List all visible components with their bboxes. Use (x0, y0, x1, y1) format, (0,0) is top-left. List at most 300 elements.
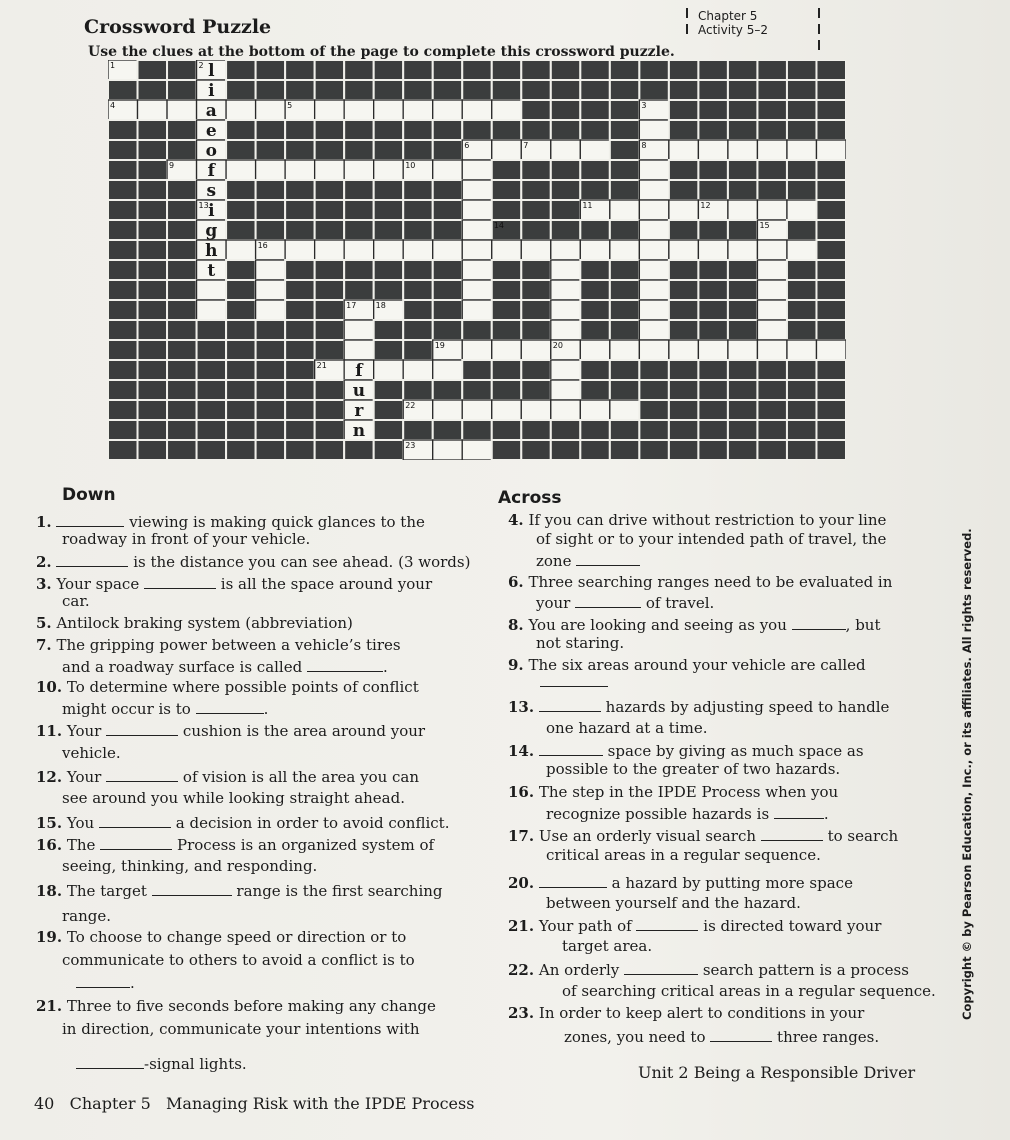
answer-cell[interactable] (757, 280, 787, 300)
answer-blank[interactable] (99, 812, 171, 828)
answer-blank[interactable] (575, 592, 641, 608)
blocked-cell (315, 440, 345, 460)
blocked-cell (757, 400, 787, 420)
answer-blank[interactable] (56, 551, 128, 567)
clue-number: 21 (316, 361, 327, 370)
blocked-cell (521, 300, 551, 320)
blocked-cell (639, 80, 669, 100)
answer-blank[interactable] (106, 766, 178, 782)
divider-mark (686, 24, 688, 34)
answer-cell[interactable] (226, 160, 256, 180)
answer-cell[interactable] (551, 400, 581, 420)
blocked-cell (344, 260, 374, 280)
blocked-cell (167, 380, 197, 400)
blocked-cell (167, 80, 197, 100)
answer-cell[interactable] (344, 100, 374, 120)
blocked-cell (226, 120, 256, 140)
answer-cell[interactable] (757, 200, 787, 220)
answer-cell[interactable] (521, 400, 551, 420)
answer-cell[interactable] (639, 340, 669, 360)
blocked-cell (433, 60, 463, 80)
blocked-cell (816, 420, 846, 440)
across-heading: Across (498, 488, 562, 508)
answer-cell[interactable] (551, 280, 581, 300)
handwritten-letter: f (207, 161, 215, 181)
answer-cell[interactable] (374, 360, 404, 380)
blocked-cell (374, 420, 404, 440)
clue-down-21: 21. Three to five seconds before making any change (36, 997, 436, 1015)
answer-blank[interactable] (540, 671, 608, 687)
clue-across-4-cont2: zone (536, 550, 640, 571)
answer-cell[interactable] (374, 100, 404, 120)
blocked-cell (728, 120, 758, 140)
answer-cell[interactable] (787, 240, 817, 260)
answer-cell[interactable] (433, 240, 463, 260)
blocked-cell (285, 360, 315, 380)
blocked-cell (551, 160, 581, 180)
clue-number: 14 (493, 221, 504, 230)
answer-cell[interactable] (551, 360, 581, 380)
blocked-cell (610, 120, 640, 140)
blocked-cell (285, 200, 315, 220)
blocked-cell (787, 100, 817, 120)
answer-cell[interactable] (728, 140, 758, 160)
answer-cell[interactable] (610, 240, 640, 260)
divider-mark (686, 8, 688, 18)
handwritten-letter: i (208, 81, 215, 101)
blocked-cell (669, 260, 699, 280)
blocked-cell (403, 140, 433, 160)
answer-cell[interactable] (639, 180, 669, 200)
blocked-cell (580, 280, 610, 300)
blocked-cell (315, 140, 345, 160)
blocked-cell (757, 160, 787, 180)
answer-blank[interactable] (576, 550, 640, 566)
answer-cell[interactable] (816, 340, 846, 360)
blocked-cell (403, 200, 433, 220)
blocked-cell (344, 180, 374, 200)
blocked-cell (728, 180, 758, 200)
blocked-cell (787, 380, 817, 400)
blocked-cell (108, 380, 138, 400)
chapter-number: Chapter 5 (698, 9, 758, 23)
answer-cell[interactable] (462, 340, 492, 360)
answer-cell[interactable] (728, 200, 758, 220)
blocked-cell (757, 420, 787, 440)
blocked-cell (315, 320, 345, 340)
answer-cell[interactable] (639, 240, 669, 260)
answer-cell[interactable] (226, 100, 256, 120)
clue-down-19-cont: communicate to others to avoid a conflict is to (62, 951, 415, 969)
blocked-cell (167, 300, 197, 320)
blocked-cell (285, 140, 315, 160)
answer-cell[interactable] (521, 240, 551, 260)
blocked-cell (256, 400, 286, 420)
answer-cell[interactable] (433, 400, 463, 420)
answer-cell[interactable] (639, 160, 669, 180)
answer-cell[interactable] (374, 160, 404, 180)
blocked-cell (816, 160, 846, 180)
blocked-cell (610, 380, 640, 400)
instructions: Use the clues at the bottom of the page to complete this crossword puzzle. (88, 44, 675, 60)
answer-cell[interactable] (639, 200, 669, 220)
blocked-cell (226, 420, 256, 440)
blocked-cell (580, 160, 610, 180)
answer-cell[interactable] (639, 220, 669, 240)
answer-cell[interactable] (757, 240, 787, 260)
answer-cell[interactable] (374, 240, 404, 260)
answer-cell[interactable] (462, 240, 492, 260)
blocked-cell (610, 220, 640, 240)
answer-cell[interactable] (285, 160, 315, 180)
blocked-cell (816, 220, 846, 240)
answer-cell[interactable] (698, 240, 728, 260)
blocked-cell (315, 120, 345, 140)
blocked-cell (698, 160, 728, 180)
clue-number: 19 (434, 341, 445, 350)
answer-cell[interactable] (787, 200, 817, 220)
answer-blank[interactable] (774, 803, 824, 819)
blocked-cell (492, 320, 522, 340)
answer-blank[interactable] (100, 834, 172, 850)
answer-cell[interactable] (315, 160, 345, 180)
answer-cell[interactable] (521, 340, 551, 360)
blocked-cell (698, 120, 728, 140)
answer-cell[interactable] (285, 240, 315, 260)
blocked-cell (285, 420, 315, 440)
answer-cell[interactable] (462, 260, 492, 280)
blocked-cell (197, 400, 227, 420)
answer-cell[interactable] (256, 280, 286, 300)
answer-cell[interactable] (787, 340, 817, 360)
answer-cell[interactable] (669, 240, 699, 260)
answer-cell[interactable] (728, 240, 758, 260)
blocked-cell (433, 320, 463, 340)
blocked-cell (108, 300, 138, 320)
blocked-cell (374, 180, 404, 200)
clue-down-2: 2. is the distance you can see ahead. (3 words) (36, 553, 471, 571)
answer-cell[interactable] (639, 280, 669, 300)
answer-cell[interactable] (197, 300, 227, 320)
blocked-cell (167, 340, 197, 360)
answer-blank[interactable] (539, 696, 601, 712)
answer-blank[interactable] (144, 573, 216, 589)
clue-across-22-cont: of searching critical areas in a regular sequence. (562, 982, 936, 1000)
blocked-cell (226, 320, 256, 340)
clue-across-23-cont: zones, you need to three ranges. (564, 1028, 880, 1046)
clue-across-14-cont: possible to the greater of two hazards. (546, 760, 841, 778)
answer-blank[interactable] (56, 511, 124, 527)
answer-cell[interactable] (344, 340, 374, 360)
clue-down-10: 10. To determine where possible points of conflict (36, 678, 419, 696)
blocked-cell (728, 60, 758, 80)
blocked-cell (580, 80, 610, 100)
blocked-cell (138, 400, 168, 420)
answer-cell[interactable] (639, 260, 669, 280)
clue-number: 9 (169, 161, 175, 170)
clue-down-18-cont: range. (62, 907, 112, 925)
answer-cell[interactable] (580, 400, 610, 420)
answer-cell[interactable] (492, 340, 522, 360)
blocked-cell (787, 360, 817, 380)
answer-cell[interactable] (462, 220, 492, 240)
blocked-cell (728, 420, 758, 440)
answer-cell[interactable] (433, 360, 463, 380)
blocked-cell (167, 200, 197, 220)
clue-across-13: 13. hazards by adjusting speed to handle (508, 698, 890, 716)
clue-down-19-blank: . (76, 972, 135, 993)
clue-number: 10 (405, 161, 416, 170)
blocked-cell (610, 420, 640, 440)
answer-cell[interactable] (462, 440, 492, 460)
answer-cell[interactable] (462, 160, 492, 180)
blocked-cell (256, 420, 286, 440)
clue-number: 22 (405, 401, 416, 410)
blocked-cell (403, 320, 433, 340)
answer-cell[interactable] (757, 320, 787, 340)
answer-cell[interactable] (757, 140, 787, 160)
blocked-cell (816, 320, 846, 340)
answer-cell[interactable] (256, 260, 286, 280)
blocked-cell (757, 440, 787, 460)
blocked-cell (197, 420, 227, 440)
blocked-cell (403, 120, 433, 140)
clue-across-22: 22. An orderly search pattern is a process (508, 961, 909, 979)
answer-cell[interactable] (610, 200, 640, 220)
answer-cell[interactable] (551, 260, 581, 280)
clue-across-8: 8. You are looking and seeing as you , but (508, 616, 881, 634)
blocked-cell (610, 300, 640, 320)
blocked-cell (433, 420, 463, 440)
blocked-cell (108, 320, 138, 340)
blocked-cell (374, 200, 404, 220)
blocked-cell (639, 440, 669, 460)
blocked-cell (580, 380, 610, 400)
answer-cell[interactable] (462, 200, 492, 220)
answer-cell[interactable] (669, 340, 699, 360)
answer-blank[interactable] (76, 972, 130, 988)
blocked-cell (285, 280, 315, 300)
clue-number: 2 (198, 61, 204, 70)
handwritten-letter: h (205, 241, 218, 261)
blocked-cell (521, 420, 551, 440)
clue-number: 23 (405, 441, 416, 450)
blocked-cell (580, 260, 610, 280)
answer-blank[interactable] (106, 720, 178, 736)
answer-cell[interactable] (580, 340, 610, 360)
answer-cell[interactable] (433, 100, 463, 120)
answer-cell[interactable] (256, 300, 286, 320)
answer-cell[interactable] (403, 100, 433, 120)
clue-number: 4 (110, 101, 116, 110)
blocked-cell (580, 60, 610, 80)
answer-blank[interactable] (307, 656, 383, 672)
answer-cell[interactable] (610, 400, 640, 420)
blocked-cell (462, 320, 492, 340)
answer-cell[interactable] (610, 340, 640, 360)
blocked-cell (492, 440, 522, 460)
blocked-cell (551, 120, 581, 140)
answer-cell[interactable] (757, 340, 787, 360)
clue-number: 8 (641, 141, 647, 150)
blocked-cell (433, 260, 463, 280)
blocked-cell (108, 440, 138, 460)
answer-cell[interactable] (462, 100, 492, 120)
answer-cell[interactable] (138, 100, 168, 120)
answer-cell[interactable] (639, 320, 669, 340)
blocked-cell (521, 80, 551, 100)
blocked-cell (551, 100, 581, 120)
blocked-cell (669, 120, 699, 140)
answer-cell[interactable] (492, 140, 522, 160)
clue-across-6-cont: your of travel. (536, 594, 715, 612)
answer-cell[interactable] (551, 380, 581, 400)
blocked-cell (344, 280, 374, 300)
blocked-cell (669, 160, 699, 180)
answer-cell[interactable] (462, 300, 492, 320)
answer-blank[interactable] (761, 825, 823, 841)
clue-down-7-cont: and a roadway surface is called . (62, 658, 388, 676)
answer-cell[interactable] (698, 140, 728, 160)
blocked-cell (344, 200, 374, 220)
blocked-cell (757, 180, 787, 200)
blocked-cell (787, 320, 817, 340)
blocked-cell (669, 60, 699, 80)
answer-cell[interactable] (344, 320, 374, 340)
crossword-svg (108, 60, 846, 460)
clue-down-7: 7. The gripping power between a vehicle’s tires (36, 636, 401, 654)
answer-cell[interactable] (167, 100, 197, 120)
answer-cell[interactable] (403, 240, 433, 260)
blocked-cell (226, 220, 256, 240)
answer-blank[interactable] (539, 872, 607, 888)
blocked-cell (433, 300, 463, 320)
answer-cell[interactable] (315, 100, 345, 120)
answer-cell[interactable] (256, 100, 286, 120)
handwritten-letter: g (205, 221, 218, 241)
answer-blank[interactable] (710, 1026, 772, 1042)
answer-cell[interactable] (669, 200, 699, 220)
answer-blank[interactable] (196, 698, 264, 714)
blocked-cell (344, 220, 374, 240)
answer-cell[interactable] (197, 280, 227, 300)
answer-cell[interactable] (698, 340, 728, 360)
answer-cell[interactable] (551, 300, 581, 320)
blocked-cell (226, 300, 256, 320)
blocked-cell (256, 180, 286, 200)
answer-cell[interactable] (462, 400, 492, 420)
blocked-cell (256, 440, 286, 460)
footer-unit: Unit 2 Being a Responsible Driver (638, 1063, 916, 1082)
answer-cell[interactable] (639, 300, 669, 320)
answer-blank[interactable] (76, 1053, 144, 1069)
blocked-cell (374, 220, 404, 240)
answer-cell[interactable] (728, 340, 758, 360)
blocked-cell (374, 400, 404, 420)
blocked-cell (521, 220, 551, 240)
answer-cell[interactable] (492, 100, 522, 120)
blocked-cell (108, 80, 138, 100)
answer-cell[interactable] (816, 140, 846, 160)
answer-cell[interactable] (344, 160, 374, 180)
blocked-cell (344, 60, 374, 80)
clue-down-21-blank: -signal lights. (76, 1053, 247, 1074)
answer-cell[interactable] (226, 240, 256, 260)
answer-cell[interactable] (315, 240, 345, 260)
clue-across-13-cont: one hazard at a time. (546, 719, 708, 737)
answer-blank[interactable] (636, 915, 698, 931)
blocked-cell (551, 200, 581, 220)
blocked-cell (403, 80, 433, 100)
blocked-cell (521, 440, 551, 460)
answer-cell[interactable] (757, 260, 787, 280)
blocked-cell (462, 360, 492, 380)
handwritten-letter: u (352, 381, 366, 401)
answer-cell[interactable] (580, 240, 610, 260)
handwritten-letter: i (208, 201, 215, 221)
activity-number: Activity 5–2 (698, 23, 768, 37)
blocked-cell (580, 180, 610, 200)
answer-cell[interactable] (256, 160, 286, 180)
blocked-cell (610, 360, 640, 380)
blocked-cell (315, 200, 345, 220)
blocked-cell (669, 360, 699, 380)
clue-number: 18 (375, 301, 386, 310)
answer-cell[interactable] (551, 320, 581, 340)
answer-cell[interactable] (580, 140, 610, 160)
answer-cell[interactable] (492, 240, 522, 260)
answer-cell[interactable] (344, 240, 374, 260)
clue-down-10-cont: might occur is to . (62, 700, 269, 718)
answer-cell[interactable] (433, 160, 463, 180)
blocked-cell (374, 380, 404, 400)
answer-cell[interactable] (462, 280, 492, 300)
answer-blank[interactable] (152, 880, 232, 896)
blocked-cell (285, 320, 315, 340)
clue-down-12: 12. Your of vision is all the area you can (36, 768, 420, 786)
answer-cell[interactable] (551, 240, 581, 260)
clue-number: 5 (287, 101, 293, 110)
answer-cell[interactable] (757, 300, 787, 320)
blocked-cell (816, 440, 846, 460)
blocked-cell (315, 400, 345, 420)
answer-cell[interactable] (462, 180, 492, 200)
blocked-cell (610, 60, 640, 80)
answer-blank[interactable] (792, 614, 846, 630)
answer-cell[interactable] (639, 120, 669, 140)
blocked-cell (374, 280, 404, 300)
answer-blank[interactable] (624, 959, 698, 975)
clue-down-19: 19. To choose to change speed or direction or to (36, 928, 407, 946)
blocked-cell (816, 80, 846, 100)
blocked-cell (167, 140, 197, 160)
answer-cell[interactable] (787, 140, 817, 160)
answer-cell[interactable] (669, 140, 699, 160)
clue-number: 6 (464, 141, 470, 150)
blocked-cell (433, 200, 463, 220)
answer-cell[interactable] (551, 140, 581, 160)
blocked-cell (551, 180, 581, 200)
answer-cell[interactable] (492, 400, 522, 420)
blocked-cell (492, 120, 522, 140)
answer-blank[interactable] (539, 740, 603, 756)
blocked-cell (639, 60, 669, 80)
answer-cell[interactable] (403, 360, 433, 380)
answer-cell[interactable] (433, 440, 463, 460)
divider-mark (818, 24, 820, 34)
blocked-cell (492, 260, 522, 280)
blocked-cell (285, 60, 315, 80)
